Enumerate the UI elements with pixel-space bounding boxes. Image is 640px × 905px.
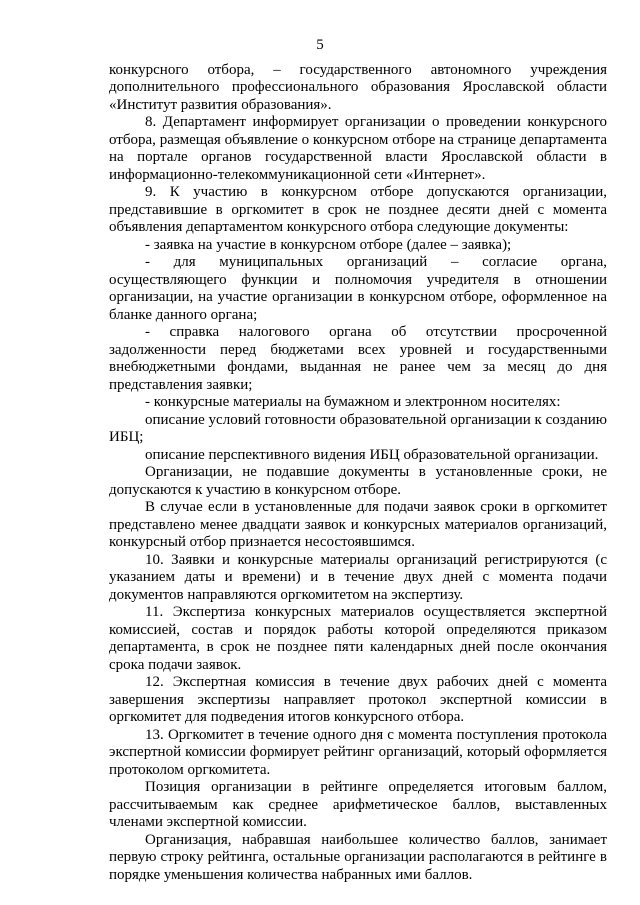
paragraph: - для муниципальных организаций – согласие органа, осуществляющего функции и полномочия учредителя в отношении организации, на участие организации в конкурсном отборе, оформленное на бланке данного органа; [109,254,607,323]
page-number: 5 [316,37,324,53]
paragraph: 10. Заявки и конкурсные материалы организаций регистрируются (с указанием даты и времени) и в течение двух дней с момента подачи документов направляются оргкомитетом на экспертизу. [109,551,607,603]
paragraph: 13. Оргкомитет в течение одного дня с момента поступления протокола экспертной комиссии формирует рейтинг организаций, который оформляется протоколом оргкомитета. [109,726,607,778]
paragraph: 12. Экспертная комиссия в течение двух рабочих дней с момента завершения экспертизы направляет протокол экспертной комиссии в оргкомитет для подведения итогов конкурсного отбора. [109,674,607,725]
paragraph: Организации, не подавшие документы в установленные сроки, не допускаются к участию в конкурсном отборе. [109,464,607,498]
paragraph: конкурсного отбора, – государственного автономного учреждения дополнительного профессионального образования Ярославской области «Институт развития образования». [109,61,607,113]
paragraph: описание перспективного видения ИБЦ образовательной организации. [145,446,599,463]
paragraph: описание условий готовности образовательной организации к созданию ИБЦ; [109,411,607,445]
paragraph: 11. Экспертиза конкурсных материалов осуществляется экспертной комиссией, состав и порядок работы которой определяются приказом департамента, в срок не позднее пяти календарных дней после окончания срока подачи заявок. [109,604,607,673]
document-body [109,62,607,885]
paragraph: 9. К участию в конкурсном отборе допускаются организации, представившие в оргкомитет в срок не позднее десяти дней с момента объявления департаментом конкурсного отбора следующие документы: [109,184,607,235]
paragraph: Позиция организации в рейтинге определяется итоговым баллом, рассчитываемым как среднее арифметическое баллов, выставленных членами экспертной комиссии. [109,779,607,830]
paragraph: В случае если в установленные для подачи заявок сроки в оргкомитет представлено менее двадцати заявок и конкурсных материалов организаций, конкурсный отбор признается несостоявшимся. [109,499,607,550]
paragraph: - заявка на участие в конкурсном отборе (далее – заявка); [145,236,512,253]
paragraph: 8. Департамент информирует организации о проведении конкурсного отбора, размещая объявление о конкурсном отборе на странице департамента на портале органов государственной власти Ярославской области в информационно-телекоммуникационной сети «Интернет». [109,114,607,183]
paragraph: - справка налогового органа об отсутствии просроченной задолженности перед бюджетами всех уровней и государственными внебюджетными фондами, выданная не ранее чем за месяц до дня представления заявки; [109,324,607,393]
paragraph: Организация, набравшая наибольшее количество баллов, занимает первую строку рейтинга, остальные организации располагаются в рейтинге в порядке уменьшения количества набранных ими баллов. [109,831,607,883]
paragraph: - конкурсные материалы на бумажном и электронном носителях: [145,394,561,410]
